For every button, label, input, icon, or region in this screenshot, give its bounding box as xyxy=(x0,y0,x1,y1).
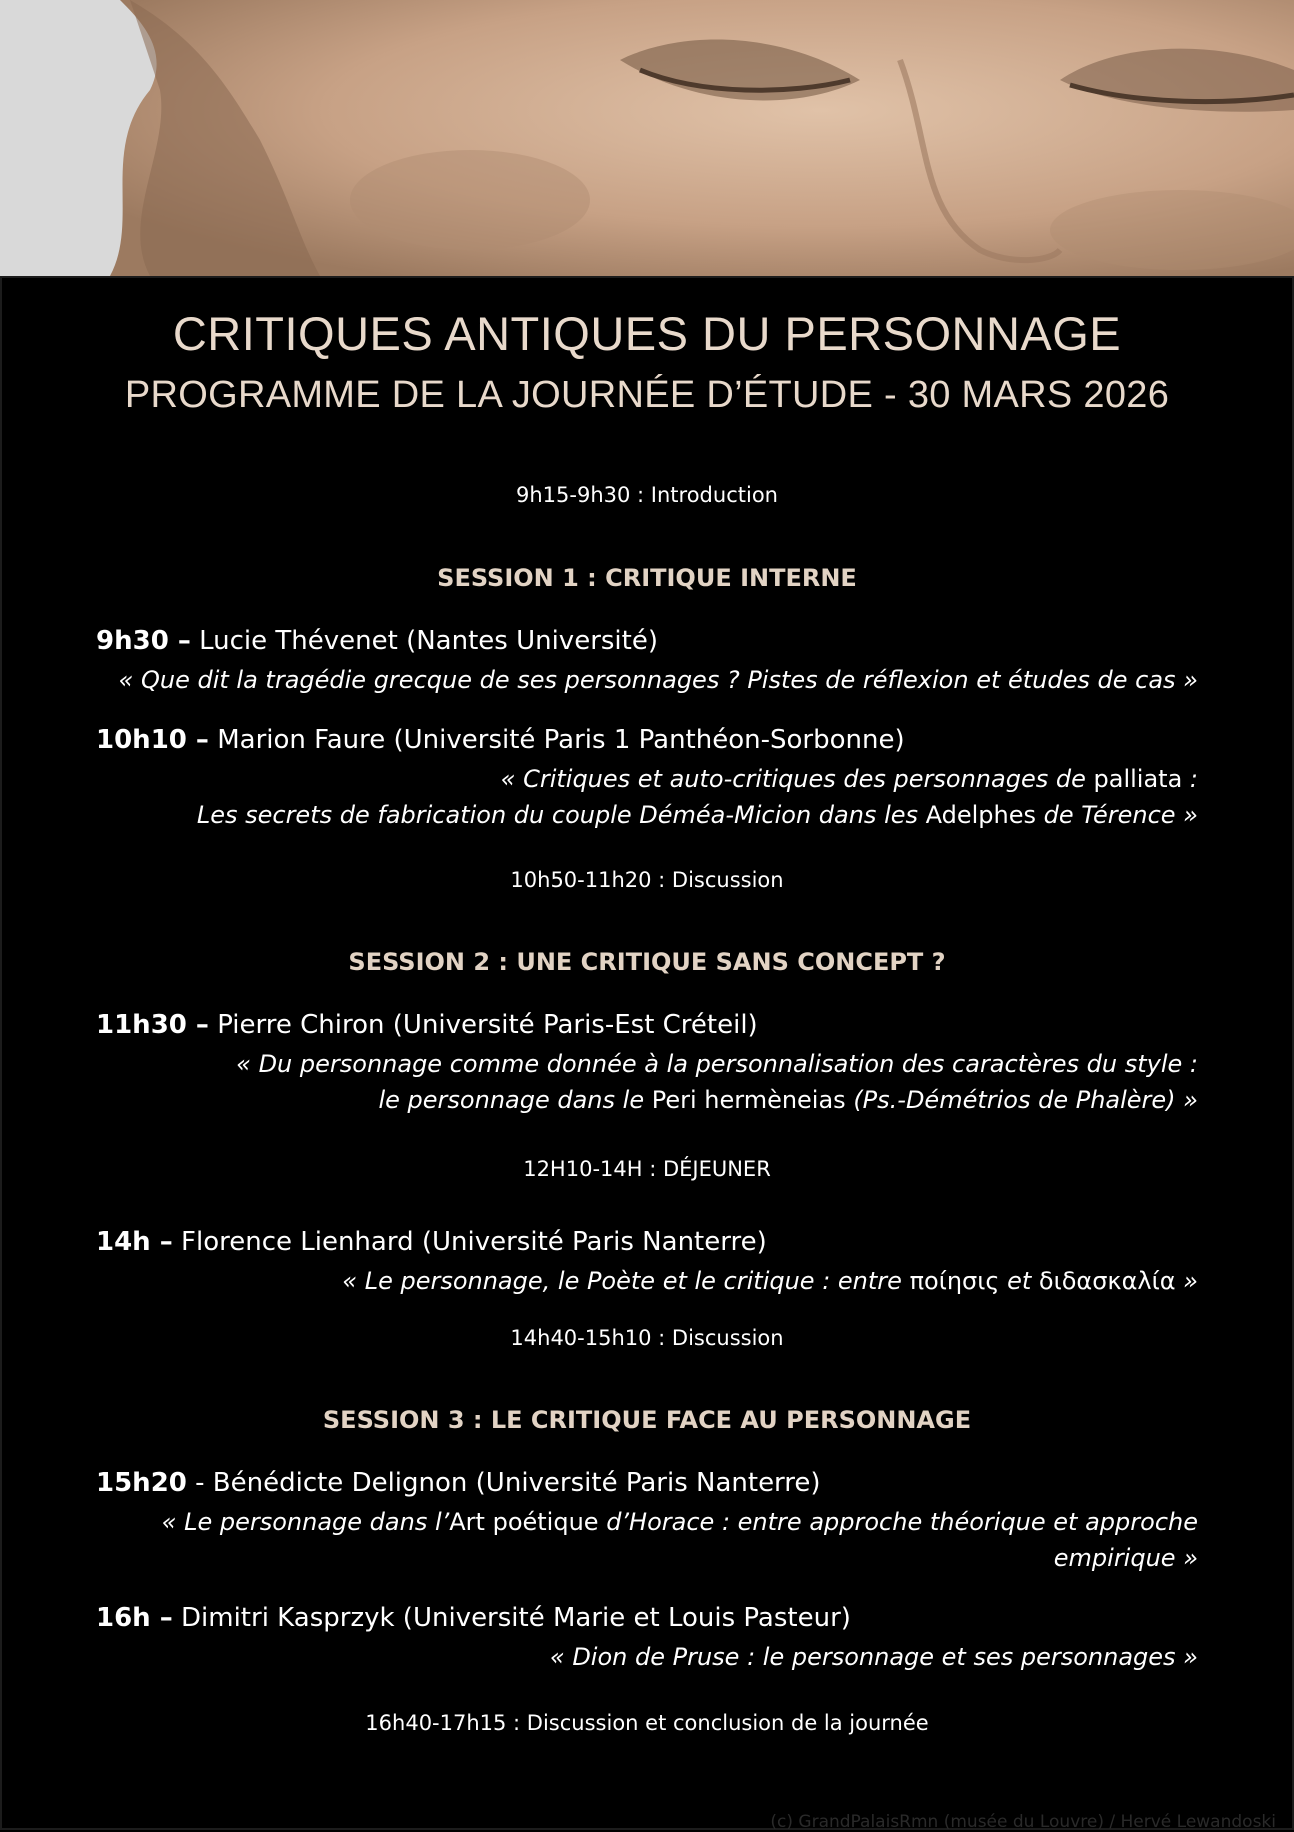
talk-time: 14h – xyxy=(96,1227,173,1257)
talk-time: 16h – xyxy=(96,1603,173,1633)
speaker-name: - Bénédicte Delignon (Université Paris Nanterre) xyxy=(186,1468,821,1498)
sculpture-illustration xyxy=(0,0,1294,276)
talk-speaker xyxy=(96,1010,758,1040)
talk-speaker xyxy=(96,725,905,755)
talk-title: « Dion de Pruse : le personnage et ses personnages » xyxy=(549,1643,1198,1671)
speaker-name: Dimitri Kasprzyk (Université Marie et Louis Pasteur) xyxy=(172,1603,851,1633)
speaker-name: Florence Lienhard (Université Paris Nanterre) xyxy=(172,1227,767,1257)
talk-speaker xyxy=(96,1227,767,1257)
talk-time: 10h10 – xyxy=(96,725,209,755)
talk-title: « Du personnage comme donnée à la personnalisation des caractères du style : xyxy=(236,1050,1198,1078)
speaker-name: Pierre Chiron (Université Paris-Est Créteil) xyxy=(208,1010,758,1040)
closing-time: 16h40-17h15 : Discussion et conclusion de la journée xyxy=(365,1711,929,1735)
session-2-title: SESSION 2 : UNE CRITIQUE SANS CONCEPT ? xyxy=(348,948,946,976)
talk-speaker xyxy=(96,626,658,656)
session-1-title: SESSION 1 : CRITIQUE INTERNE xyxy=(437,564,857,592)
talk-time: 15h20 xyxy=(96,1468,187,1498)
talk-speaker xyxy=(96,1468,821,1498)
page-subtitle: PROGRAMME DE LA JOURNÉE D’ÉTUDE - 30 MARS 2026 xyxy=(124,374,1170,416)
talk-title-line-2: le personnage dans le Peri hermèneias (Ps.-Démétrios de Phalère) » xyxy=(378,1086,1198,1114)
lunch-time: 12H10-14H : DÉJEUNER xyxy=(523,1157,771,1181)
photo-credit: (c) GrandPalaisRmn (musée du Louvre) / Hervé Lewandoski xyxy=(770,1812,1276,1832)
intro-time: 9h15-9h30 : Introduction xyxy=(516,483,778,507)
discussion-time: 10h50-11h20 : Discussion xyxy=(510,868,784,892)
discussion-time: 14h40-15h10 : Discussion xyxy=(510,1326,784,1350)
talk-title: « Que dit la tragédie grecque de ses personnages ? Pistes de réflexion et études de cas » xyxy=(118,666,1198,694)
session-3-title: SESSION 3 : LE CRITIQUE FACE AU PERSONNAGE xyxy=(322,1406,972,1434)
page-title: CRITIQUES ANTIQUES DU PERSONNAGE xyxy=(172,307,1122,360)
talk-speaker xyxy=(96,1603,851,1633)
speaker-name: Lucie Thévenet (Nantes Université) xyxy=(190,626,658,656)
talk-title: « Le personnage, le Poète et le critique : entre ποίησις et διδασκαλία » xyxy=(342,1267,1198,1295)
talk-title: « Critiques et auto-critiques des personnages de palliata : xyxy=(500,765,1198,793)
talk-title-line-2: empirique » xyxy=(1053,1544,1198,1572)
talk-time: 11h30 – xyxy=(96,1010,209,1040)
talk-time: 9h30 – xyxy=(96,626,191,656)
speaker-name: Marion Faure (Université Paris 1 Panthéon-Sorbonne) xyxy=(208,725,905,755)
hero-sculpture-image xyxy=(0,0,1294,276)
talk-title-line-2: Les secrets de fabrication du couple Déméa-Micion dans les Adelphes de Térence » xyxy=(196,801,1198,829)
talk-title: « Le personnage dans l’Art poétique d’Horace : entre approche théorique et approche xyxy=(161,1508,1198,1536)
